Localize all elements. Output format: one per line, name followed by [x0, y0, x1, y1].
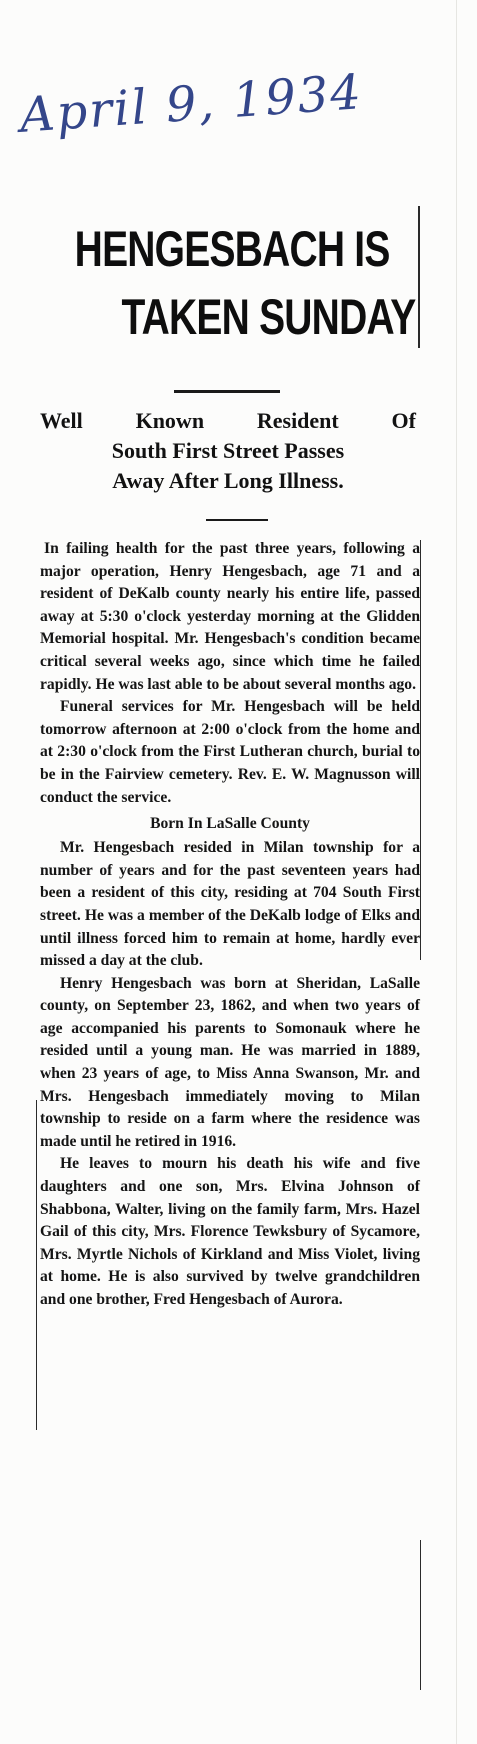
article-paragraph: Mr. Hengesbach resided in Milan township for a number of years and for the past seventeen years had been a resident of this city, residing at 704 South First street. He was a member of the DeKalb lodge of Elks and until illness forced him to remain at home, hardly ever missed a day at the club. — [40, 839, 420, 970]
headline — [32, 215, 420, 351]
headline-line-2: TAKEN SUNDAY — [121, 289, 416, 345]
headline-line-1: HENGESBACH IS — [74, 221, 390, 277]
article-paragraph: In failing health for the past three years, following a major operation, Henry Hengesbach, age 71 and a resident of DeKalb county nearly his entire life, passed away at 5:30 o'clock yesterday morning at the Glidden Memorial hospital. Mr. Hengesbach's condition became critical several weeks ago, since which time he failed rapidly. He was last able to be about several months ago. — [40, 540, 420, 693]
headline-divider — [174, 390, 280, 393]
subhead-line-1: Well Known Resident Of — [40, 408, 416, 433]
paper-edge — [456, 0, 457, 1744]
column-rule-right-lower — [420, 1540, 421, 1690]
article-body — [40, 538, 420, 1312]
subhead-line-2: South First Street Passes — [111, 438, 345, 463]
section-heading: Born In LaSalle County — [150, 815, 310, 833]
article-paragraph: Funeral services for Mr. Hengesbach will be held tomorrow afternoon at 2:00 o'clock from the home and at 2:30 o'clock from the First Lutheran church, burial to be in the Fairview cemetery. Rev. E. W. Magnusson will conduct the service. — [40, 698, 420, 806]
article-paragraph: Henry Hengesbach was born at Sheridan, LaSalle county, on September 23, 1862, and when two years of age accompanied his parents to Somonauk where he resided until a young man. He was married in 1889, when 23 years of age, to Miss Anna Swanson, Mr. and Mrs. Hengesbach immediately moving to Milan township to reside on a farm where the residence was made until he retired in 1916. — [40, 974, 420, 1150]
article-paragraph: He leaves to mourn his death his wife and five daughters and one son, Mrs. Elvina Johnson of Shabbona, Walter, living on the family farm, Mrs. Hazel Gail of this city, Mrs. Florence Tewksbury of Sycamore, Mrs. Myrtle Nichols of Kirkland and Miss Violet, living at home. He is also survived by twelve grandchildren and one brother, Fred Hengesbach of Aurora. — [40, 1155, 420, 1308]
subhead-line-3: Away After Long Illness. — [112, 468, 344, 493]
handwritten-date: April 9, 1934 — [18, 64, 365, 144]
subheadline — [40, 406, 416, 496]
column-rule-headline — [418, 206, 420, 348]
column-rule-left — [36, 1100, 37, 1430]
column-rule-right — [420, 540, 421, 960]
subhead-divider — [206, 519, 268, 521]
